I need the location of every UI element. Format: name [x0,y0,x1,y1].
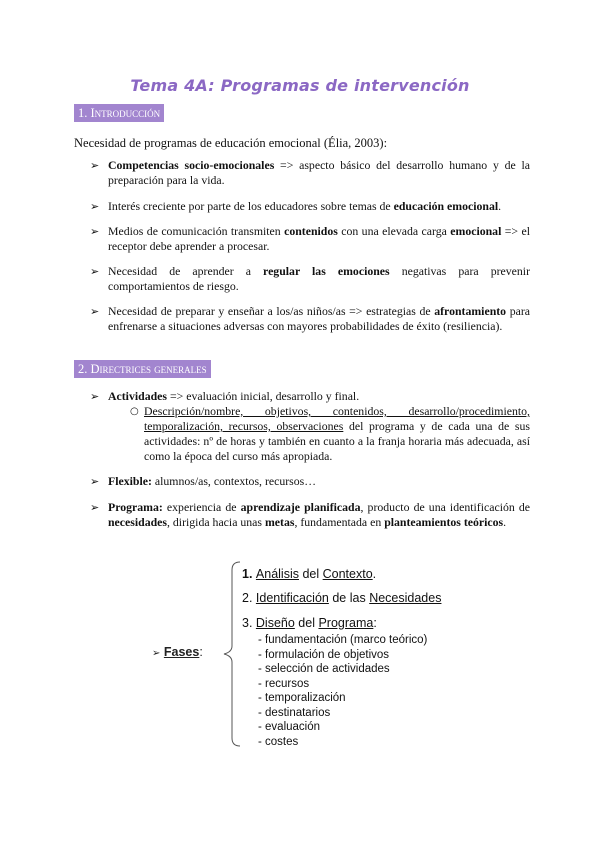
bullet-text: => evaluación inicial, desarrollo y final. [167,389,360,403]
phase-3-details [258,633,427,749]
bullet-medios [90,224,530,254]
bold-text: Flexible: [108,474,152,488]
bullet-text: Necesidad de preparar y enseñar a los/as niños/as => estrategias de [108,304,435,318]
bullet-text: . [498,199,502,213]
arrow-bullet-icon: ➢ [90,475,100,488]
bold-text: Programa: [108,500,163,514]
arrow-bullet-icon: ➢ [90,390,100,403]
curly-brace-icon [214,560,244,750]
bullet-text: => el receptor debe aprender a procesar. [108,224,530,253]
bullet-text: , dirigida hacia unas [167,515,265,529]
fases-text: Fases [163,645,200,659]
phase-text: . [372,567,377,581]
detail-item: - temporalización [258,692,346,704]
phase-text: del [298,567,323,581]
bullet-text: para enfrenarse a situaciones adversas con mayores probabilidades de éxito (resiliencia). [108,304,531,333]
arrow-bullet-icon: ➢ [90,159,100,172]
phase-keyword: Identificación [255,591,329,605]
bullet-text: del programa y de cada una de sus actividades: nº de horas y también en cuanto a la franja horaria más adecuada, así como la época del curso más apropiada. [144,419,531,463]
detail-item: - recursos [258,677,310,690]
bullet-text: alumnos/as, contextos, recursos… [151,474,317,488]
bullet-interes [90,199,530,214]
phase-keyword: Necesidades [369,591,442,605]
phase-keyword: Análisis [255,567,299,581]
arrow-bullet-icon: ➢ [152,648,161,659]
bullet-programa [90,500,530,530]
underlined-text: Descripción/nombre, objetivos, contenidos, desarrollo/procedimiento, temporalización, recursos, observaciones [144,404,530,433]
phase-keyword: Programa [318,616,374,630]
phase-text: : [373,616,377,630]
phase-1 [242,567,376,581]
bullet-regular-emociones [90,264,530,294]
circle-bullet-icon: ○ [130,406,139,417]
bullet-text: con una elevada carga [337,224,451,238]
bold-text: aprendizaje planificada [240,500,361,514]
bullet-text: negativas para prevenir comportamientos de riesgo. [108,264,531,293]
sub-bullet-descripcion [130,404,530,464]
bullet-text: , fundamentada en [294,515,385,529]
bullet-flexible [90,474,530,489]
detail-item: - evaluación [258,721,321,733]
arrow-bullet-icon: ➢ [90,501,100,514]
bullet-text: Necesidad de aprender a [108,264,264,278]
phase-2 [242,591,441,605]
phase-keyword: Diseño [255,616,295,630]
arrow-bullet-icon: ➢ [90,305,100,318]
bold-text: Actividades [108,389,167,403]
bold-text: educación emocional [393,199,499,213]
bold-text: emocional [450,224,502,238]
detail-item: - selección de actividades [258,663,390,675]
bold-text: necesidades [108,515,167,529]
bullet-text: => aspecto básico del desarrollo humano y de la preparación para la vida. [108,158,530,187]
detail-item: - formulación de objetivos [258,648,390,661]
bullet-competencias [90,158,530,188]
phase-3 [242,616,377,630]
page-title: Tema 4A: Programas de intervención [130,76,470,95]
bold-text: planteamientos teóricos [384,515,504,529]
bullet-text: . [503,515,507,529]
arrow-bullet-icon: ➢ [90,265,100,278]
detail-item: - fundamentación (marco teórico) [258,634,428,646]
phase-number: 1. [242,567,256,581]
fases-label: ➢ Fases: [152,645,203,659]
bullet-text: Interés creciente por parte de los educadores sobre temas de [108,199,394,213]
bold-text: Competencias socio-emocionales [108,158,275,172]
bullet-text: , producto de una identificación de [360,500,530,514]
section-heading-directrices: 2. Directrices generales [74,360,211,378]
bold-text: contenidos [284,224,338,238]
phase-text: de las [328,591,370,605]
phase-text: del [294,616,319,630]
bold-text: afrontamiento [434,304,507,318]
arrow-bullet-icon: ➢ [90,200,100,213]
detail-item: - costes [258,735,299,748]
bullet-text: experiencia de [162,500,241,514]
phase-number: 3. [242,616,256,630]
phase-number: 2. [242,591,256,605]
bullet-actividades [90,389,530,404]
bold-text: regular las emociones [263,264,390,278]
phase-keyword: Contexto [322,567,373,581]
section-heading-introduccion: 1. Introducción [74,104,164,122]
arrow-bullet-icon: ➢ [90,225,100,238]
bold-text: metas [264,515,295,529]
bullet-text: Medios de comunicación transmiten [108,224,285,238]
intro-paragraph: Necesidad de programas de educación emocional (Élia, 2003): [74,136,388,150]
detail-item: - destinatarios [258,706,331,719]
bullet-afrontamiento [90,304,530,334]
